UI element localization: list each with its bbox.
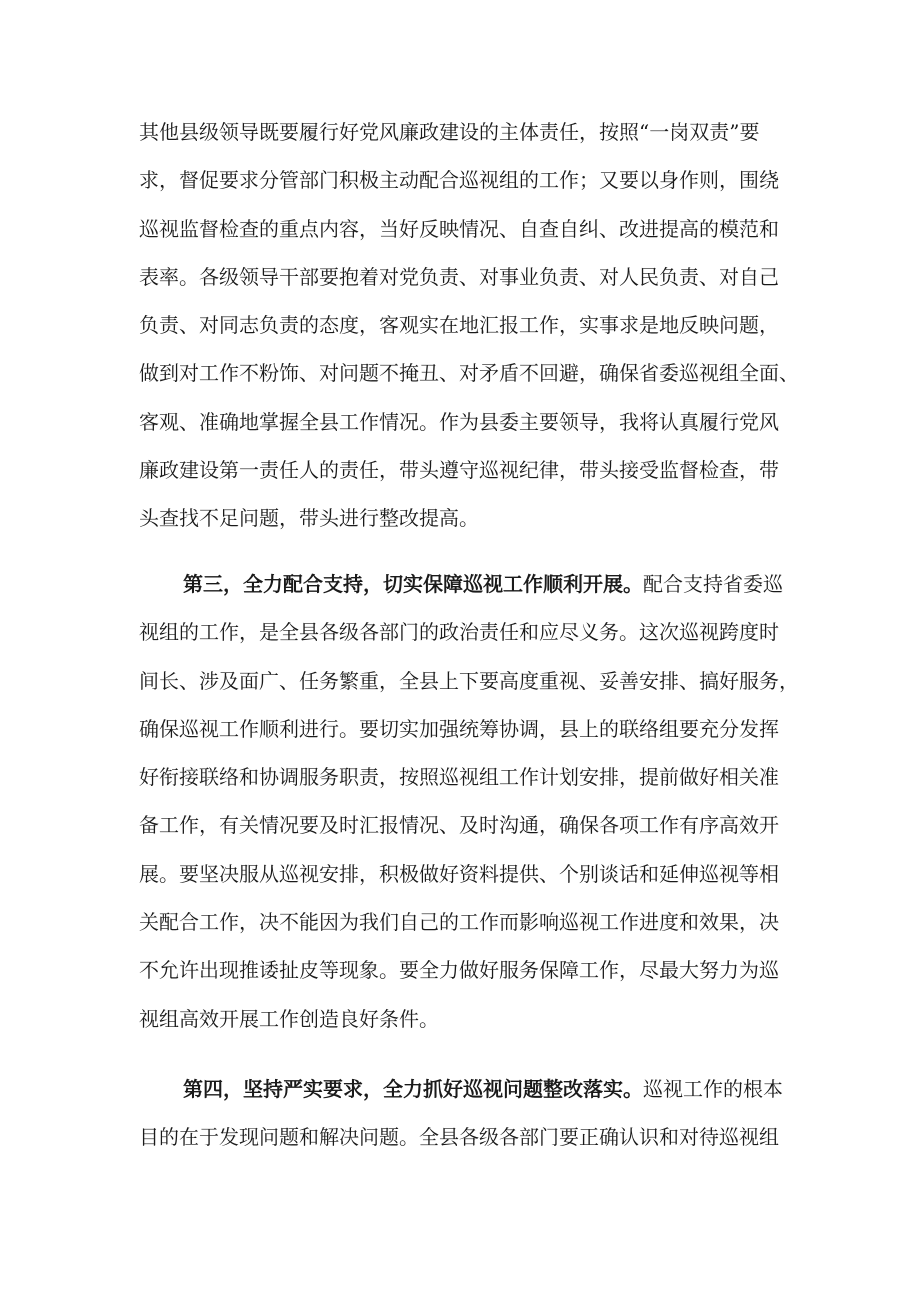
text-line: 关配合工作，决不能因为我们自己的工作而影响巡视工作进度和效果，决 xyxy=(139,910,779,935)
text-line: 备工作，有关情况要及时汇报情况、及时沟通，确保各项工作有序高效开 xyxy=(139,813,779,838)
text-line: 表率。各级领导干部要抱着对党负责、对事业负责、对人民负责、对自己 xyxy=(139,264,779,289)
text-line-rest: 巡视工作的根本 xyxy=(643,1077,783,1101)
section-heading-line xyxy=(139,560,789,608)
paragraph-continued xyxy=(139,108,799,543)
text-line: 视组的工作，是全县各级各部门的政治责任和应尽义务。这次巡视跨度时 xyxy=(139,620,779,645)
text-line: 不允许出现推诿扯皮等现象。要全力做好服务保障工作，尽最大努力为巡 xyxy=(139,958,779,983)
text-line-rest: 配合支持省委巡 xyxy=(643,572,783,596)
text-line: 视组高效开展工作创造良好条件。 xyxy=(139,1006,439,1031)
text-line: 展。要坚决服从巡视安排，积极做好资料提供、个别谈话和延伸巡视等相 xyxy=(139,861,779,886)
paragraph-section-four xyxy=(139,1065,789,1162)
text-line: 求，督促要求分管部门积极主动配合巡视组的工作；又要以身作则，围绕 xyxy=(139,168,779,193)
text-line: 巡视监督检查的重点内容，当好反映情况、自查自纠、改进提高的模范和 xyxy=(139,216,779,241)
text-line: 做到对工作不粉饰、对问题不掩丑、对矛盾不回避，确保省委巡视组全面、 xyxy=(139,361,799,386)
text-line: 负责、对同志负责的态度，客观实在地汇报工作，实事求是地反映问题， xyxy=(139,313,779,338)
text-line: 廉政建设第一责任人的责任，带头遵守巡视纪律，带头接受监督检查，带 xyxy=(139,458,779,483)
paragraph-section-three xyxy=(139,560,799,1043)
text-line: 其他县级领导既要履行好党风廉政建设的主体责任，按照“一岗双责”要 xyxy=(139,120,760,144)
text-line: 好衔接联络和协调服务职责，按照巡视组工作计划安排，提前做好相关准 xyxy=(139,765,779,790)
text-line: 目的在于发现问题和解决问题。全县各级各部门要正确认识和对待巡视组 xyxy=(139,1125,779,1150)
text-line: 确保巡视工作顺利进行。要切实加强统筹协调，县上的联络组要充分发挥 xyxy=(139,716,779,741)
section-four-heading: 第四，坚持严实要求，全力抓好巡视问题整改落实。 xyxy=(183,1077,643,1101)
text-line: 间长、涉及面广、任务繁重，全县上下要高度重视、妥善安排、搞好服务， xyxy=(139,668,799,693)
text-line: 客观、准确地掌握全县工作情况。作为县委主要领导，我将认真履行党风 xyxy=(139,409,779,434)
section-heading-line xyxy=(139,1065,789,1113)
text-line: 头查找不足问题，带头进行整改提高。 xyxy=(139,506,479,531)
section-three-heading: 第三，全力配合支持，切实保障巡视工作顺利开展。 xyxy=(183,572,643,596)
